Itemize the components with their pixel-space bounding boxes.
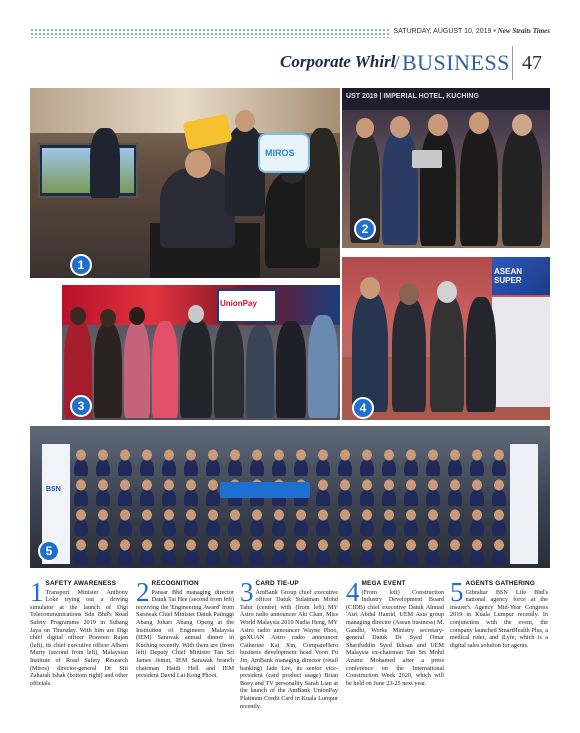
photo-1-number: 1	[70, 254, 92, 276]
photo-5	[30, 426, 550, 568]
column-title: Corporate Whirl	[280, 52, 396, 71]
caption-4-heading: MEGA EVENT	[361, 580, 406, 587]
photo-3-sign: UnionPay	[220, 299, 257, 308]
photo-1-sign: MIROS	[265, 148, 295, 158]
newspaper-name: New Straits Times	[497, 27, 550, 35]
photo-2	[342, 88, 550, 248]
caption-1-heading: SAFETY AWARENESS	[45, 580, 117, 587]
photo-5-sign: BSN	[46, 486, 61, 493]
top-bar	[30, 28, 550, 38]
captions-row	[30, 577, 550, 720]
photo-3	[62, 285, 340, 420]
date-text: SATURDAY, AUGUST 10, 2019 •	[393, 28, 496, 35]
caption-3	[240, 577, 338, 710]
caption-4-body: (From left) Construction Industry Development Board (CIDB) chief executive Datuk Ahmad 'Asri Abdul Hamid, UEM Asia group managing director (Asean business) M. Gandhi, Works Ministry secretary-general Datuk Dr Syed Omar Sharifuddin Syed Ikhsan and UEM Malaysia ex-chairman Tan Sri Mohd Azumi Mohamed after a press conference on the International Construction Week 2020, which will be held on June 23-25 next year.	[346, 588, 444, 687]
caption-1-number: 1	[30, 577, 44, 607]
masthead-divider	[512, 46, 513, 80]
caption-3-heading: CARD TIE-UP	[255, 580, 299, 587]
photo-4	[342, 257, 550, 420]
photo-4-number: 4	[352, 397, 374, 419]
caption-1-body: Transport Minister Anthony Loke trying out a driving simulator at the launch of Digi Telecommunications Sdn Bhd's Road Safety Programme 2019 in Subang Jaya on Thursday. With him are Digi chief digital officer Praveen Rajan (left), its chief executive officer Albern Murty (second from left), Malaysian Institute of Road Safety Research (Miros) director-general Dr Siti Zaharah Ishak (bottom right) and other officials.	[30, 588, 128, 687]
caption-5	[450, 577, 548, 649]
section-title: BUSINESS	[402, 50, 510, 75]
photo-1	[30, 88, 340, 278]
caption-3-number: 3	[240, 577, 254, 607]
caption-2-body: Pansar Bhd managing director Datuk Tai Hee (second from left) receiving the 'Engineering Award' from Sarawak Chief Minister Datuk Patinggi Abang Johari Abang Openg at the Institution of Engineers Malaysia (IEM) Sarawak annual dinner in Kuching recently. With them are (from left) Deputy Chief Minister Tan Sri James Jemut, IEM Sarawak branch chairman Haidi Hell and IEM president David Lai Kong Phooi.	[136, 588, 234, 680]
caption-4	[346, 577, 444, 687]
dotted-rule	[30, 28, 390, 38]
photo-3-number: 3	[70, 395, 92, 417]
caption-2-number: 2	[136, 577, 150, 607]
caption-2-heading: RECOGNITION	[151, 580, 199, 587]
caption-1	[30, 577, 128, 687]
dateline	[393, 27, 550, 35]
section-masthead	[280, 44, 550, 82]
caption-3-body: AmBank Group chief executive officer Datuk Sulaiman Mohd Tahir (centre) with (from left) MY Astro radio announcer Aki Chan, Miss World Malaysia 2010 Nadia Heng, MY Astro radio announcer Wayne Phoo, goXUAN Astro radio announcer Catherine Kai Xin, CompareHero business development head Voon Fu Jin, AmBank managing director (retail banking) Jade Lee, its senior vice-president (card product usage) Brian Boey and TV personality Sarah Lian at the launch of the AmBank UnionPay Platinum Credit Card in Kuala Lumpur recently.	[240, 588, 338, 710]
caption-5-heading: AGENTS GATHERING	[465, 580, 535, 587]
page-number: 47	[522, 52, 542, 74]
photo-4-sign: ASEAN SUPER	[494, 267, 523, 285]
caption-5-body: Gibraltar BSN Life Bhd's national agency force at the insurer's Agency Mid-Year Congress 2019 in Kuala Lumpur recently. In conjunction with the event, the company launched SmartHealth Plus, a medical rider, and iLyfe, which is a digital sales solution for agents.	[450, 588, 548, 649]
caption-2	[136, 577, 234, 680]
caption-5-number: 5	[450, 577, 464, 607]
caption-4-number: 4	[346, 577, 360, 607]
title-separator: /	[394, 52, 400, 74]
photo-2-number: 2	[354, 218, 376, 240]
photo-2-sign: UST 2019 | IMPERIAL HOTEL, KUCHING	[346, 93, 479, 100]
photo-5-number: 5	[38, 540, 60, 562]
